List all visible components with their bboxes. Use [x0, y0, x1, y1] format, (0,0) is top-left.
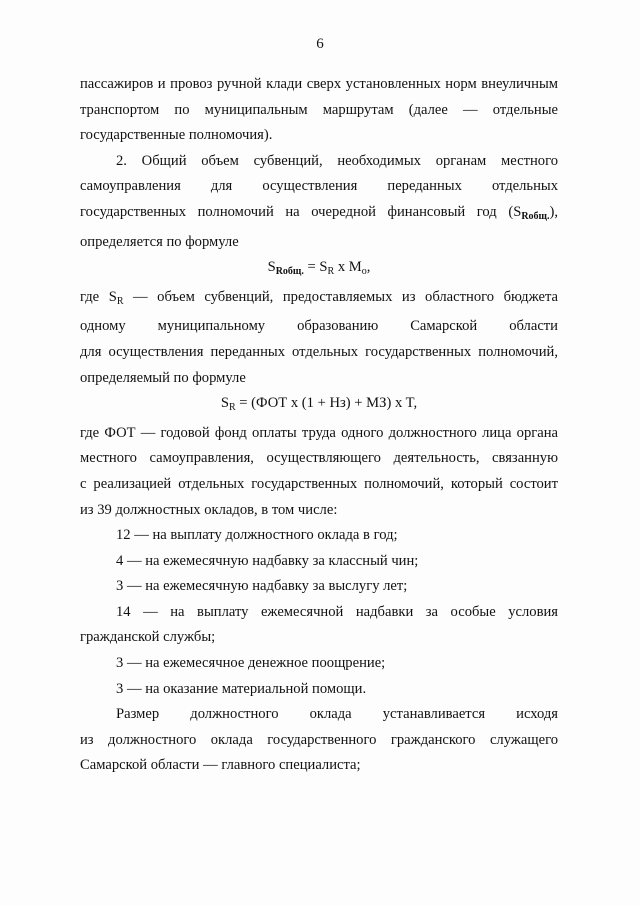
- text-line: из должностного оклада государственного гражданского служащего: [80, 731, 558, 748]
- list-item: 12 — на выплату должностного оклада в год;: [116, 527, 398, 544]
- text-line: для осуществления переданных отдельных государственных полномочий,: [80, 343, 558, 360]
- paragraph-scope-end: [80, 72, 558, 149]
- formula-fragment: ,: [366, 259, 371, 276]
- subscript: R: [116, 295, 124, 307]
- text-line: определяемый по формуле: [80, 369, 246, 386]
- paragraph-salary-size: [80, 702, 558, 779]
- subscript: Rобщ.: [521, 210, 550, 222]
- formula-fragment: = S: [303, 259, 328, 276]
- paragraph-fot-definition: [80, 421, 558, 523]
- text-fragment: ),: [549, 203, 558, 220]
- text-line: государственные полномочия).: [80, 127, 273, 144]
- text-line: где ФОТ — годовой фонд оплаты труда одного должностного лица органа: [80, 424, 558, 441]
- list-item-continuation: гражданской службы;: [80, 629, 216, 646]
- formula-fragment: x M: [334, 259, 362, 276]
- text-line: пассажиров и провоз ручной клади сверх установленных норм внеуличным: [80, 76, 558, 92]
- subscript: R: [228, 402, 236, 414]
- formula-total: [80, 255, 558, 285]
- list-item: 3 — на оказание материальной помощи.: [116, 680, 367, 697]
- paragraph-sr-definition: [80, 285, 558, 391]
- formula-fragment: = (ФОТ x (1 + Нз) + МЗ) x T,: [235, 395, 418, 412]
- text-line: местного самоуправления, осуществляющего деятельность, связанную: [80, 450, 558, 467]
- text-line: [80, 200, 558, 230]
- list-item: 14 — на выплату ежемесячной надбавки за особые условия: [116, 603, 558, 620]
- text-fragment: — объем субвенций, предоставляемых из областного бюджета: [123, 288, 558, 305]
- text-line: Самарской области — главного специалиста;: [80, 757, 361, 774]
- text-fragment: где S: [80, 288, 117, 305]
- text-line: 2. Общий объем субвенций, необходимых органам местного: [116, 152, 558, 169]
- list-item: 4 — на ежемесячную надбавку за классный чин;: [116, 552, 419, 569]
- text-line: из 39 должностных окладов, в том числе:: [80, 501, 338, 518]
- page-number: 6: [316, 36, 324, 52]
- list-item: 3 — на ежемесячное денежное поощрение;: [116, 655, 386, 672]
- text-line: [80, 285, 558, 315]
- list-item: 3 — на ежемесячную надбавку за выслугу лет;: [116, 578, 408, 595]
- formula-sr: [80, 391, 558, 421]
- document-body: [80, 72, 558, 779]
- text-line: транспортом по муниципальным маршрутам (далее — отдельные: [80, 101, 558, 118]
- text-line: определяется по формуле: [80, 233, 239, 250]
- subscript: R: [327, 266, 335, 278]
- text-fragment: государственных полномочий на очередной финансовый год (S: [80, 203, 522, 220]
- formula-fragment: S: [220, 395, 229, 412]
- subscript: o: [361, 266, 367, 278]
- subscript: Rобщ.: [275, 266, 304, 278]
- text-line: одному муниципальному образованию Самарской области: [80, 318, 558, 335]
- salary-list: [80, 523, 558, 702]
- text-line: Размер должностного оклада устанавливается исходя: [116, 706, 558, 723]
- text-line: самоуправления для осуществления переданных отдельных: [80, 178, 558, 195]
- paragraph-total-subvention: [80, 149, 558, 255]
- formula-fragment: S: [267, 259, 276, 276]
- text-line: с реализацией отдельных государственных полномочий, который состоит: [80, 475, 558, 492]
